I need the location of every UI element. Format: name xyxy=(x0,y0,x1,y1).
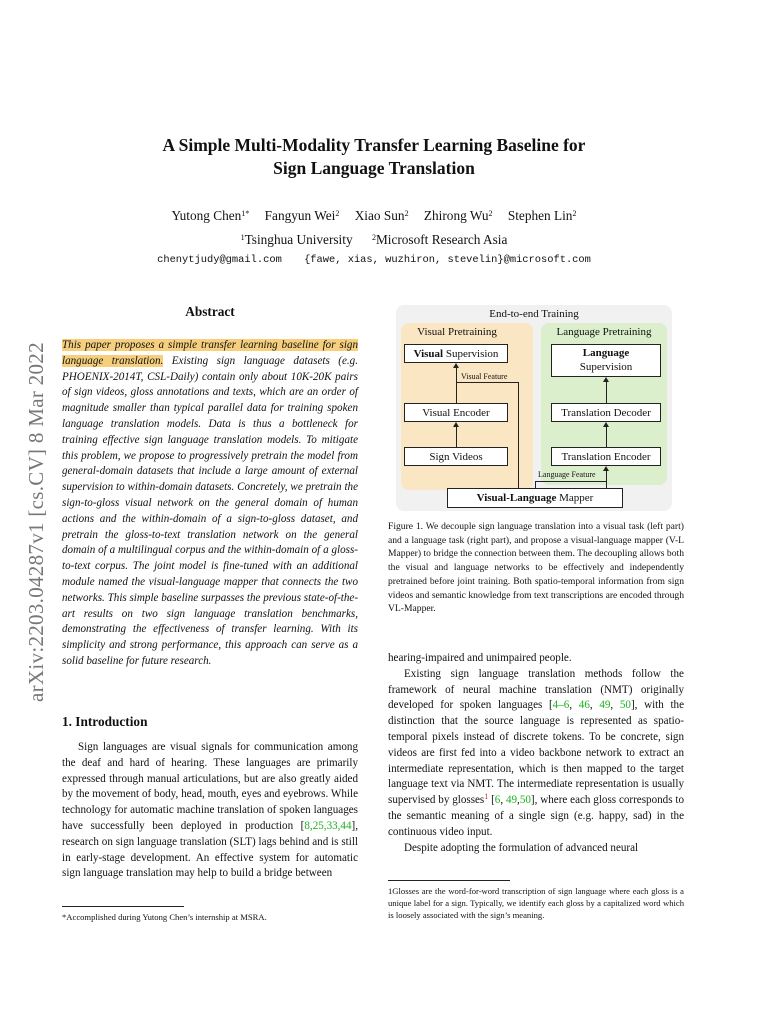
citation-link[interactable]: 8,25,33,44 xyxy=(304,819,352,832)
arrow-head xyxy=(453,363,459,368)
citation-link[interactable]: 50 xyxy=(619,699,631,712)
section-heading: 1. Introduction xyxy=(62,714,148,729)
paragraph: hearing-impaired and unimpaired people. xyxy=(388,652,572,664)
affiliations xyxy=(0,232,748,248)
paragraph: Despite adopting the formulation of advanced neural xyxy=(404,841,639,854)
arrow-line xyxy=(535,481,536,488)
footnote-rule xyxy=(388,880,510,881)
arrow-head xyxy=(603,422,609,427)
abstract-body xyxy=(62,338,358,670)
affiliation: $^2$Microsoft Research Asia xyxy=(371,232,508,247)
language-feature-label: Language Feature xyxy=(538,470,596,479)
citation-link[interactable]: 49 xyxy=(505,794,518,807)
arrow-line xyxy=(456,425,457,447)
right-column-text xyxy=(388,651,684,856)
intro-paragraph: Sign languages are visual signals for communication among the deaf and hard of hearing. These languages are primarily expressed through manual articulations, but are also greatly aided by the movement of body, head, mouth, eyes and eyebrows. While technology for automatic machine translation of spoken languages have successfully been deployed in production [8,25,33,44], research on sign language translation (SLT) lags behind and is still in early-stage development. An effective system for automatic sign language translation may help to build a bridge between xyxy=(62,741,358,880)
email-link[interactable]: {fawe, xias, wuzhiron, stevelin}@microsoft.com xyxy=(304,254,591,266)
highlighted-sentence[interactable]: This paper proposes a simple transfer learning baseline for sign language translation. xyxy=(62,339,358,367)
citation-link[interactable]: 49 xyxy=(599,699,611,712)
arrow-head xyxy=(453,422,459,427)
footnote-rule xyxy=(62,906,184,907)
arrow-line xyxy=(606,380,607,403)
author: Fangyun Wei$^2$ xyxy=(264,208,340,223)
visual-pretraining-label: Visual Pretraining xyxy=(417,326,497,338)
title-line-1: A Simple Multi-Modality Transfer Learning Baseline for xyxy=(162,135,586,155)
arrow-line xyxy=(456,366,457,403)
visual-language-mapper-box: Visual-Language Mapper xyxy=(447,488,623,508)
figure-title: End-to-end Training xyxy=(489,308,579,320)
citation-link[interactable]: 50 xyxy=(519,794,531,807)
language-pretraining-label: Language Pretraining xyxy=(556,326,652,338)
author-list xyxy=(0,208,748,224)
author: Yutong Chen$^{1*}$ xyxy=(171,208,250,223)
arrow-line xyxy=(606,481,607,488)
footnote-marker[interactable]: 1 xyxy=(484,792,489,802)
arrow-line xyxy=(535,481,606,482)
footnote-left: *Accomplished during Yutong Chen’s internship at MSRA. xyxy=(62,912,267,922)
abstract-rest: Existing sign language datasets (e.g. PHOENIX-2014T, CSL-Daily) contain only about 10K-20K pairs of sign videos, gloss annotations and texts, which are an order of magnitude smaller than typical parallel data for training spoken language translation models. Data is thus a bottleneck for training effective sign language translation models. To mitigate this problem, we propose to progressively pretrain the model from general-domain datasets that include a large amount of external supervision to within-domain datasets. Concretely, we pretrain the sign-to-gloss visual network on the general domain of human actions and the within-domain of a sign-to-gloss dataset, and pretrain the gloss-to-text translation network on the general domain of a multilingual corpus and the within-domain of a gloss-to-text corpus. The joint model is fine-tuned with an additional module named the visual-language mapper that connects the two networks. This simple baseline surpasses the previous state-of-the-art results on two sign language translation benchmarks, demonstrating the effectiveness of transfer learning. With its simplicity and strong performance, this approach can serve as a solid baseline for future research. xyxy=(62,354,359,667)
arrow-line xyxy=(606,471,607,481)
citation-link[interactable]: 46 xyxy=(578,699,590,712)
arrow-line xyxy=(518,382,519,488)
visual-supervision-box: Visual Supervision xyxy=(404,344,508,363)
author: Zhirong Wu$^2$ xyxy=(423,208,493,223)
arrow-line xyxy=(456,382,518,383)
affiliation: $^1$Tsinghua University xyxy=(240,232,353,247)
arxiv-stamp: arXiv:2203.04287v1 [cs.CV] 8 Mar 2022 xyxy=(24,342,48,702)
citation-link[interactable]: 4–6 xyxy=(552,699,570,712)
sign-videos-box: Sign Videos xyxy=(404,447,508,466)
email-link[interactable]: chenytjudy@gmail.com xyxy=(157,254,282,266)
arrow-head xyxy=(603,377,609,382)
paper-title xyxy=(0,134,748,180)
translation-decoder-box: Translation Decoder xyxy=(551,403,661,422)
arrow-line xyxy=(606,425,607,447)
abstract-heading: Abstract xyxy=(185,304,235,319)
paragraph: Existing sign language translation methods follow the framework of neural machine translation (NMT) originally developed for spoken languages [4–6, 46, 49, 50], with the distinction that the source language is represented as spatio-temporal pixels instead of discrete tokens. To be concrete, sign videos are first fed into a video backbone network to extract an intermediate representation, which is then mapped to the target language text via NMT. The intermediate representation is usually supervised by glosses$^1$ [6, 49,50], where each gloss corresponds to the semantic meaning of a single sign (e.g. happy, sad) in the continuous video input. xyxy=(388,667,685,838)
figure-caption: Figure 1. We decouple sign language translation into a visual task (left part) and a language task (right part), and propose a visual-language mapper (V-L Mapper) to bridge the connection between them. The decoupling allows both the visual and language networks to be effectively and independently pretrained before joint training. Both spatio-temporal information from sign videos and semantic knowledge from text transcriptions are encoded through VL-Mapper. xyxy=(388,521,684,615)
translation-encoder-box: Translation Encoder xyxy=(551,447,661,466)
visual-encoder-box: Visual Encoder xyxy=(404,403,508,422)
visual-feature-label: Visual Feature xyxy=(461,372,508,381)
author: Stephen Lin$^2$ xyxy=(507,208,577,223)
citation-link[interactable]: 6 xyxy=(494,794,501,807)
emails xyxy=(0,254,748,266)
footnote-right: 1Glosses are the word-for-word transcription of sign language where each gloss is a unique label for a sign. Typically, we identify each gloss by a capitalized word which is loosely associated with the sign’s meaning. xyxy=(388,886,684,920)
title-line-2: Sign Language Translation xyxy=(273,158,475,178)
language-supervision-box: Language Supervision xyxy=(551,344,661,377)
author: Xiao Sun$^2$ xyxy=(354,208,409,223)
